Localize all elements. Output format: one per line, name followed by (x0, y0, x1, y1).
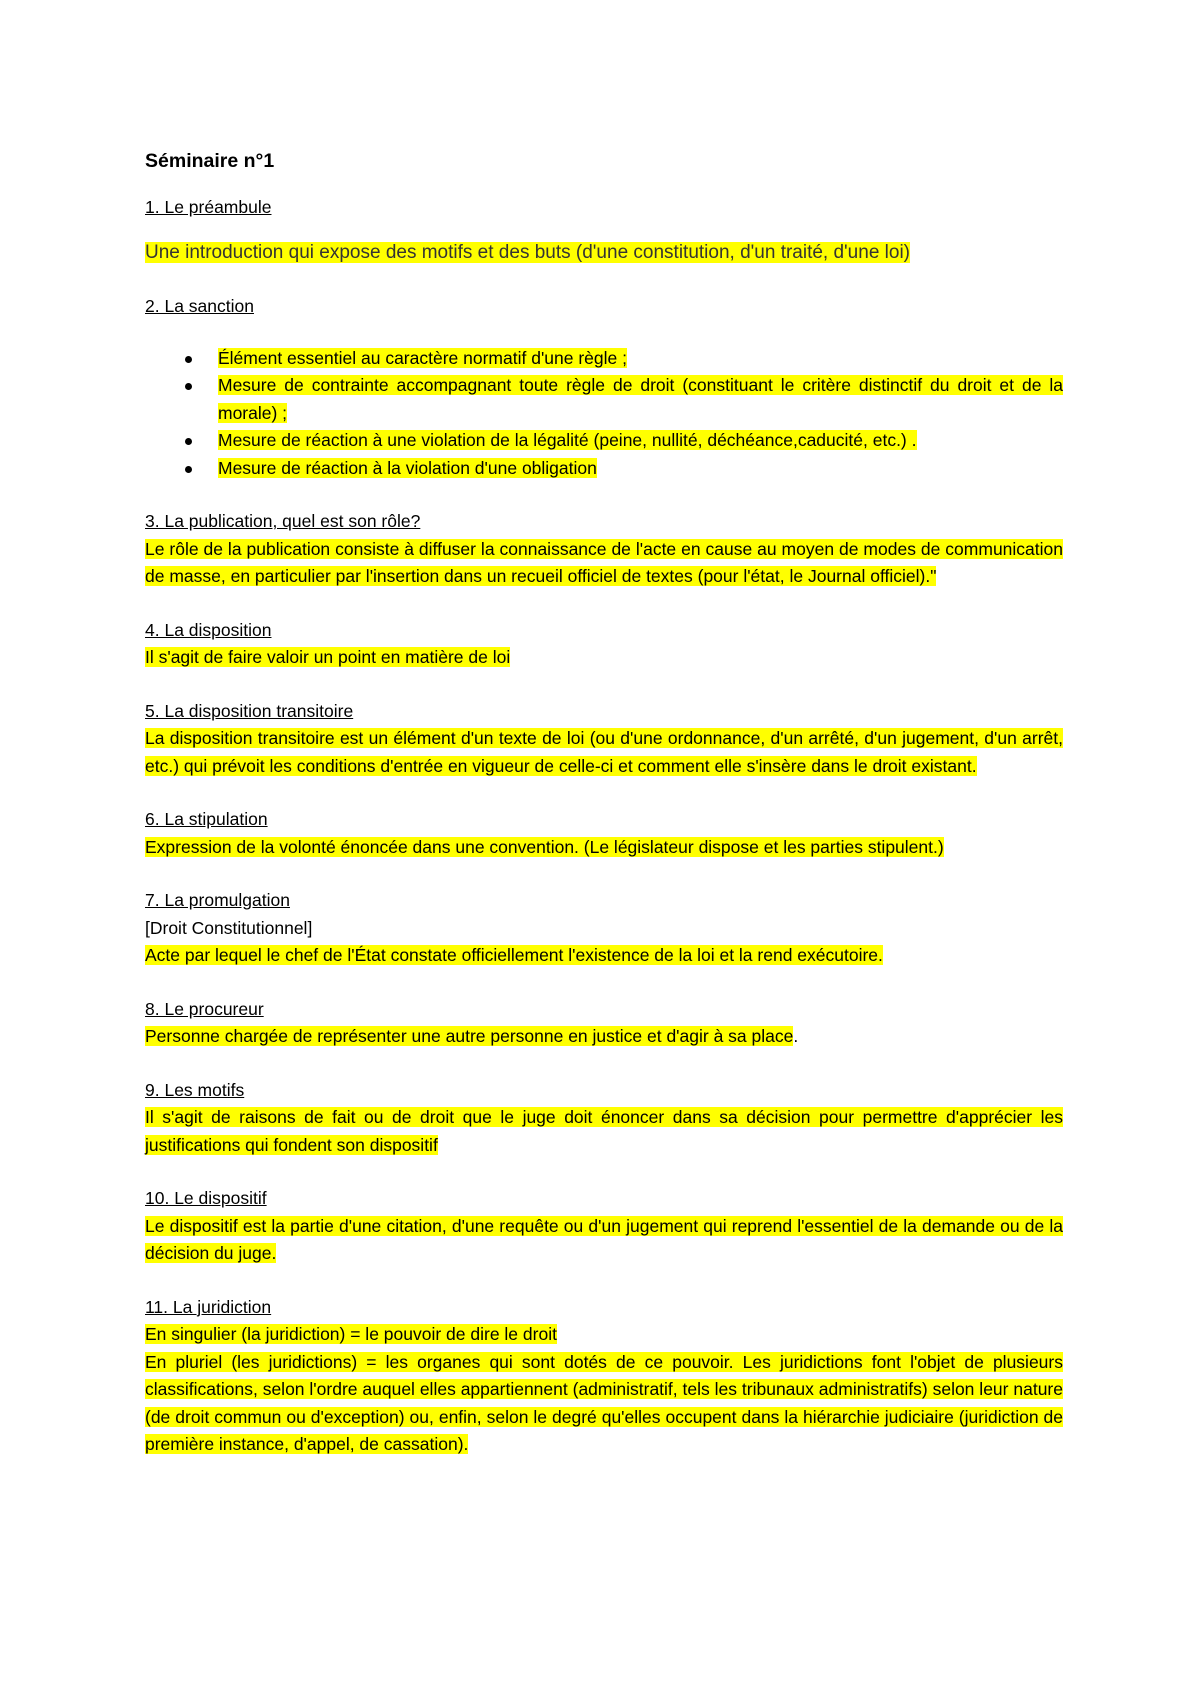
section-text-disposition-transitoire: La disposition transitoire est un élément d'un texte de loi (ou d'une ordonnance, d'un arrêté, d'un jugement, d'un arrêt, etc.) qui prévoit les conditions d'entrée en vigueur de celle-ci et comment elle s'insère dans le droit existant. (145, 728, 1063, 776)
bullet-icon (185, 466, 192, 473)
list-item: Mesure de contrainte accompagnant toute règle de droit (constituant le critère distinctif du droit et de la morale) ; (145, 372, 1063, 427)
section-text-procureur: Personne chargée de représenter une autre personne en justice et d'agir à sa place. (145, 1026, 799, 1046)
section-heading-procureur: 8. Le procureur (145, 998, 264, 1019)
section-heading-dispositif: 10. Le dispositif (145, 1188, 267, 1208)
section-text-stipulation: Expression de la volonté énoncée dans une convention. (Le législateur dispose et les parties stipulent.) (145, 836, 944, 857)
bullet-icon (185, 356, 192, 363)
section-heading-disposition: 4. La disposition (145, 619, 272, 640)
section-heading-juridiction: 11. La juridiction (145, 1296, 272, 1317)
highlight: Une introduction qui expose des motifs et des buts (d'une constitution, d'un traité, d'une loi) (145, 242, 911, 263)
list-item: Mesure de réaction à la violation d'une obligation (145, 455, 1063, 483)
section-heading-disposition-transitoire: 5. La disposition transitoire (145, 700, 354, 721)
section-heading-stipulation: 6. La stipulation (145, 809, 268, 829)
document-title: Séminaire n°1 (145, 150, 275, 172)
section-heading-promulgation: 7. La promulgation (145, 890, 290, 910)
section-text-disposition: Il s'agit de faire valoir un point en matière de loi (145, 647, 511, 667)
list-item: Mesure de réaction à une violation de la légalité (peine, nullité, déchéance,caducité, etc.) . (145, 427, 1063, 455)
section-text-promulgation: Acte par lequel le chef de l'État constate officiellement l'existence de la loi et la rend exécutoire. (145, 945, 883, 965)
section-text-publication: Le rôle de la publication consiste à diffuser la connaissance de l'acte en cause au moyen de modes de communication de masse, en particulier par l'insertion dans un recueil officiel de textes (pour l'état, le Journal officiel)." (145, 538, 1063, 586)
section-heading-motifs: 9. Les motifs (145, 1079, 245, 1100)
section-heading-sanction: 2. La sanction (145, 296, 254, 316)
section-heading-preambule: 1. Le préambule (145, 196, 272, 217)
section-text-dispositif: Le dispositif est la partie d'une citation, d'une requête ou d'un jugement qui reprend l'essentiel de la demande ou de la décision du juge. (145, 1215, 1063, 1263)
section-text-motifs: Il s'agit de raisons de fait ou de droit que le juge doit énoncer dans sa décision pour permettre d'apprécier les justifications qui fondent son dispositif (145, 1107, 1063, 1155)
bullet-icon (185, 383, 192, 390)
sanction-bullet-list (145, 345, 1063, 483)
section-heading-publication: 3. La publication, quel est son rôle? (145, 511, 421, 531)
bullet-icon (185, 438, 192, 445)
section-text-preambule (145, 239, 1063, 267)
section-note-promulgation: [Droit Constitutionnel] (145, 917, 313, 938)
section-text-juridiction-pluriel: En pluriel (les juridictions) = les organes qui sont dotés de ce pouvoir. Les juridictions font l'objet de plusieurs classifications, selon l'ordre auquel elles appartiennent (administratif, tels les tribunaux administratifs) selon leur nature (de droit commun ou d'exception) ou, enfin, selon le degré qu'elles occupent dans la hiérarchie judiciaire (juridiction de première instance, d'appel, de cassation). (145, 1351, 1063, 1454)
list-item: Élément essentiel au caractère normatif d'une règle ; (145, 345, 1063, 373)
document-page (145, 148, 1063, 1459)
section-text-juridiction-singulier: En singulier (la juridiction) = le pouvoir de dire le droit (145, 1324, 557, 1344)
